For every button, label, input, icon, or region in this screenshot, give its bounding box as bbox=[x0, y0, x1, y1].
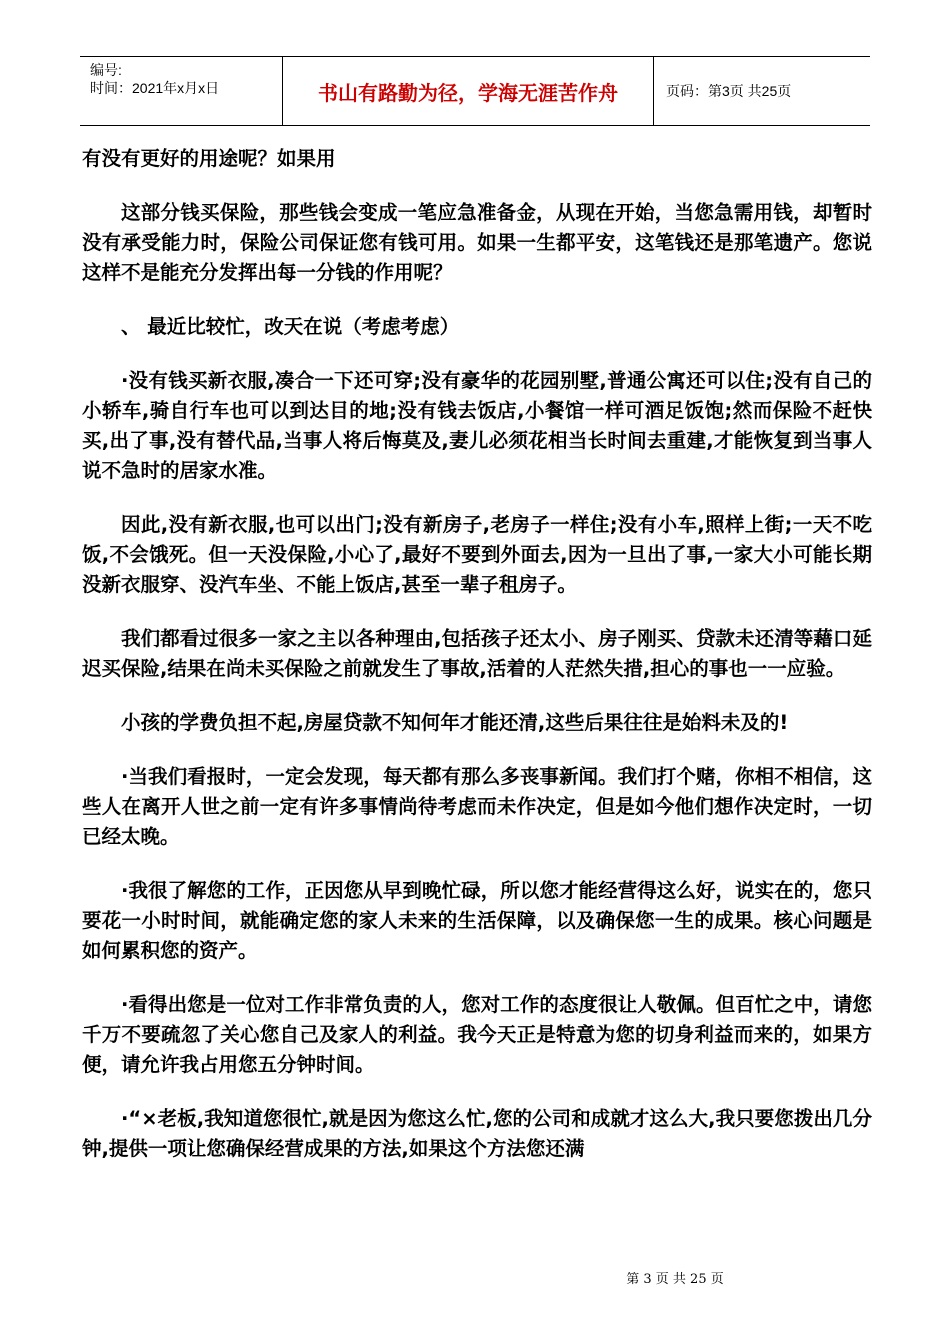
paragraph: 因此,没有新衣服,也可以出门;没有新房子,老房子一样住;没有小车,照样上街;一天不吃饭,不会饿死。但一天没保险,小心了,最好不要到外面去,因为一旦出了事,一家大小可能长期没新衣服穿、没汽车坐、不能上饭店,甚至一辈子租房子。 bbox=[82, 513, 872, 596]
footer-page-number: 第 3 页 共 25 页 bbox=[626, 1272, 724, 1287]
document-body bbox=[82, 144, 872, 1188]
paragraph: 、 最近比较忙，改天在说（考虑考虑） bbox=[121, 315, 460, 338]
paragraph: 小孩的学费负担不起,房屋贷款不知何年才能还清,这些后果往往是始料未及的! bbox=[121, 711, 789, 734]
number-label: 编号: bbox=[90, 62, 122, 78]
paragraph: ·当我们看报时，一定会发现，每天都有那么多丧事新闻。我们打个赌，你相不相信，这些人在离开人世之前一定有许多事情尚待考虑而未作决定，但是如今他们想作决定时，一切已经太晚。 bbox=[82, 765, 872, 848]
paragraph: ·我很了解您的工作，正因您从早到晚忙碌，所以您才能经营得这么好，说实在的，您只要花一小时时间，就能确定您的家人未来的生活保障，以及确保您一生的成果。核心问题是如何累积您的资产。 bbox=[82, 879, 872, 962]
paragraph: 这部分钱买保险，那些钱会变成一笔应急准备金，从现在开始，当您急需用钱，却暂时没有承受能力时，保险公司保证您有钱可用。如果一生都平安，这笔钱还是那笔遗产。您说这样不是能充分发挥出每一分钱的作用呢？ bbox=[82, 201, 872, 284]
paragraph: ·“×老板,我知道您很忙,就是因为您这么忙,您的公司和成就才这么大,我只要您拨出几分钟,提供一项让您确保经营成果的方法,如果这个方法您还满 bbox=[82, 1107, 872, 1160]
paragraph: 我们都看过很多一家之主以各种理由,包括孩子还太小、房子刚买、贷款未还清等藉口延迟买保险,结果在尚未买保险之前就发生了事故,活着的人茫然失措,担心的事也一一应验。 bbox=[82, 627, 872, 680]
header-meta bbox=[80, 57, 282, 125]
time-label: 时间：2021年x月x日 bbox=[90, 80, 220, 96]
page-header bbox=[80, 56, 870, 126]
paragraph: ·没有钱买新衣服,凑合一下还可穿;没有豪华的花园别墅,普通公寓还可以住;没有自己的小轿车,骑自行车也可以到达目的地;没有钱去饭店,小餐馆一样可酒足饭饱;然而保险不赶快买,出了事,没有替代品,当事人将后悔莫及,妻儿必须花相当长时间去重建,才能恢复到当事人说不急时的居家水准。 bbox=[82, 369, 872, 482]
header-motto: 书山有路勤为径，学海无涯苦作舟 bbox=[282, 57, 654, 125]
page-footer bbox=[0, 1268, 950, 1287]
header-page-info: 页码：第3页 共25页 bbox=[666, 83, 792, 99]
paragraph: ·看得出您是一位对工作非常负责的人，您对工作的态度很让人敬佩。但百忙之中，请您千万不要疏忽了关心您自己及家人的利益。我今天正是特意为您的切身利益而来的，如果方便，请允许我占用您五分钟时间。 bbox=[82, 993, 872, 1076]
paragraph: 有没有更好的用途呢？如果用 bbox=[82, 147, 336, 170]
